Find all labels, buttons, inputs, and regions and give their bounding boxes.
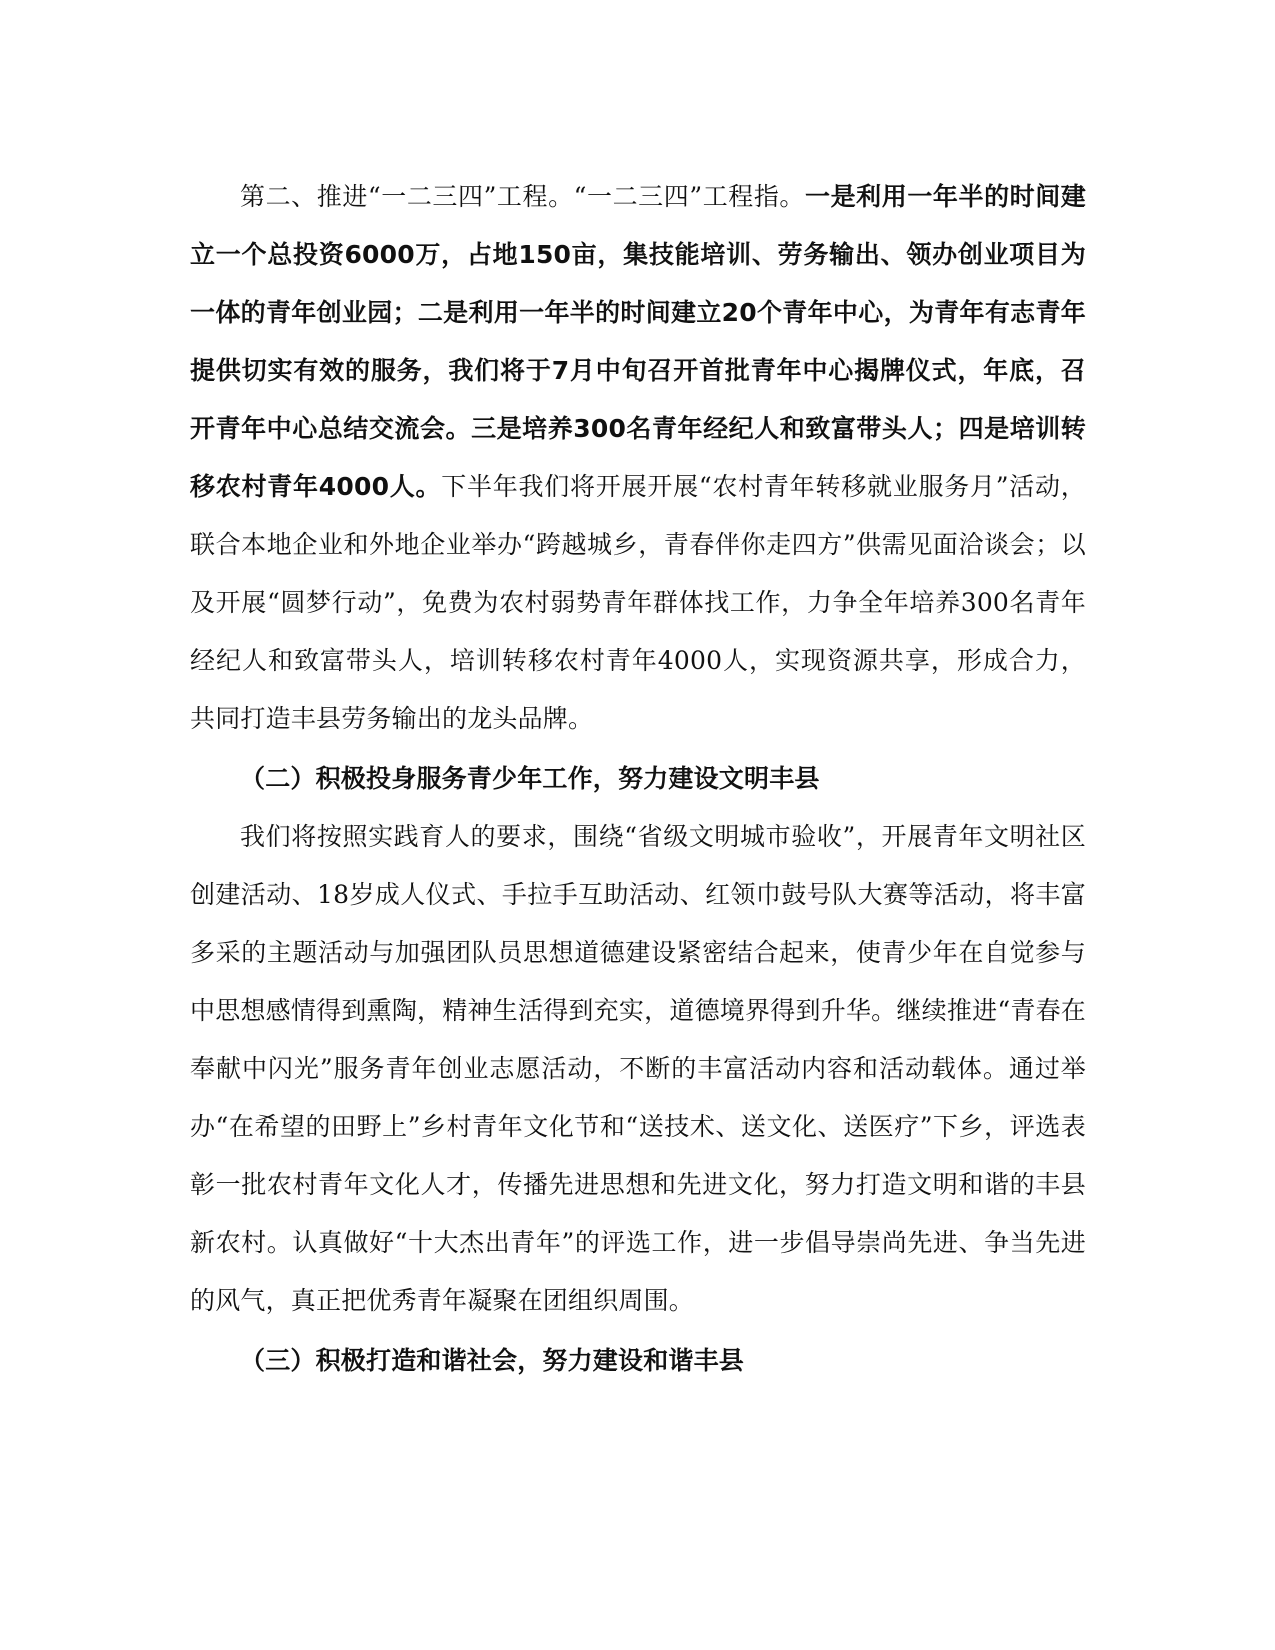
- document-body: [190, 168, 1086, 1390]
- paragraph-rest-text: 下半年我们将开展开展“农村青年转移就业服务月”活动，联合本地企业和外地企业举办“跨越城乡，青春伴你走四方”供需见面洽谈会；以及开展“圆梦行动”，免费为农村弱势青年群体找工作，力争全年培养300名青年经纪人和致富带头人，培训转移农村青年4000人，实现资源共享，形成合力，共同打造丰县劳务输出的龙头品牌。: [190, 472, 1087, 733]
- paragraph-project-plan: [190, 168, 1086, 748]
- section-heading-harmony: （三）积极打造和谐社会，努力建设和谐丰县: [240, 1346, 745, 1375]
- paragraph-civilization: 我们将按照实践育人的要求，围绕“省级文明城市验收”，开展青年文明社区创建活动、18岁成人仪式、手拉手互助活动、红领巾鼓号队大赛等活动，将丰富多采的主题活动与加强团队员思想道德建设紧密结合起来，使青少年在自觉参与中思想感情得到熏陶，精神生活得到充实，道德境界得到升华。继续推进“青春在奉献中闪光”服务青年创业志愿活动，不断的丰富活动内容和活动载体。通过举办“在希望的田野上”乡村青年文化节和“送技术、送文化、送医疗”下乡，评选表彰一批农村青年文化人才，传播先进思想和先进文化，努力打造文明和谐的丰县新农村。认真做好“十大杰出青年”的评选工作，进一步倡导崇尚先进、争当先进的风气，真正把优秀青年凝聚在团组织周围。: [190, 822, 1086, 1315]
- section-heading-civilization: （二）积极投身服务青少年工作，努力建设文明丰县: [240, 764, 820, 793]
- paragraph-lead-text: 第二、推进“一二三四”工程。“一二三四”工程指。: [240, 182, 806, 211]
- paragraph-bold-text: 一是利用一年半的时间建立一个总投资6000万，占地150亩，集技能培训、劳务输出、领办创业项目为一体的青年创业园；二是利用一年半的时间建立20个青年中心，为青年有志青年提供切实有效的服务，我们将于7月中旬召开首批青年中心揭牌仪式，年底，召开青年中心总结交流会。三是培养300名青年经纪人和致富带头人；四是培训转移农村青年4000人。: [190, 182, 1086, 501]
